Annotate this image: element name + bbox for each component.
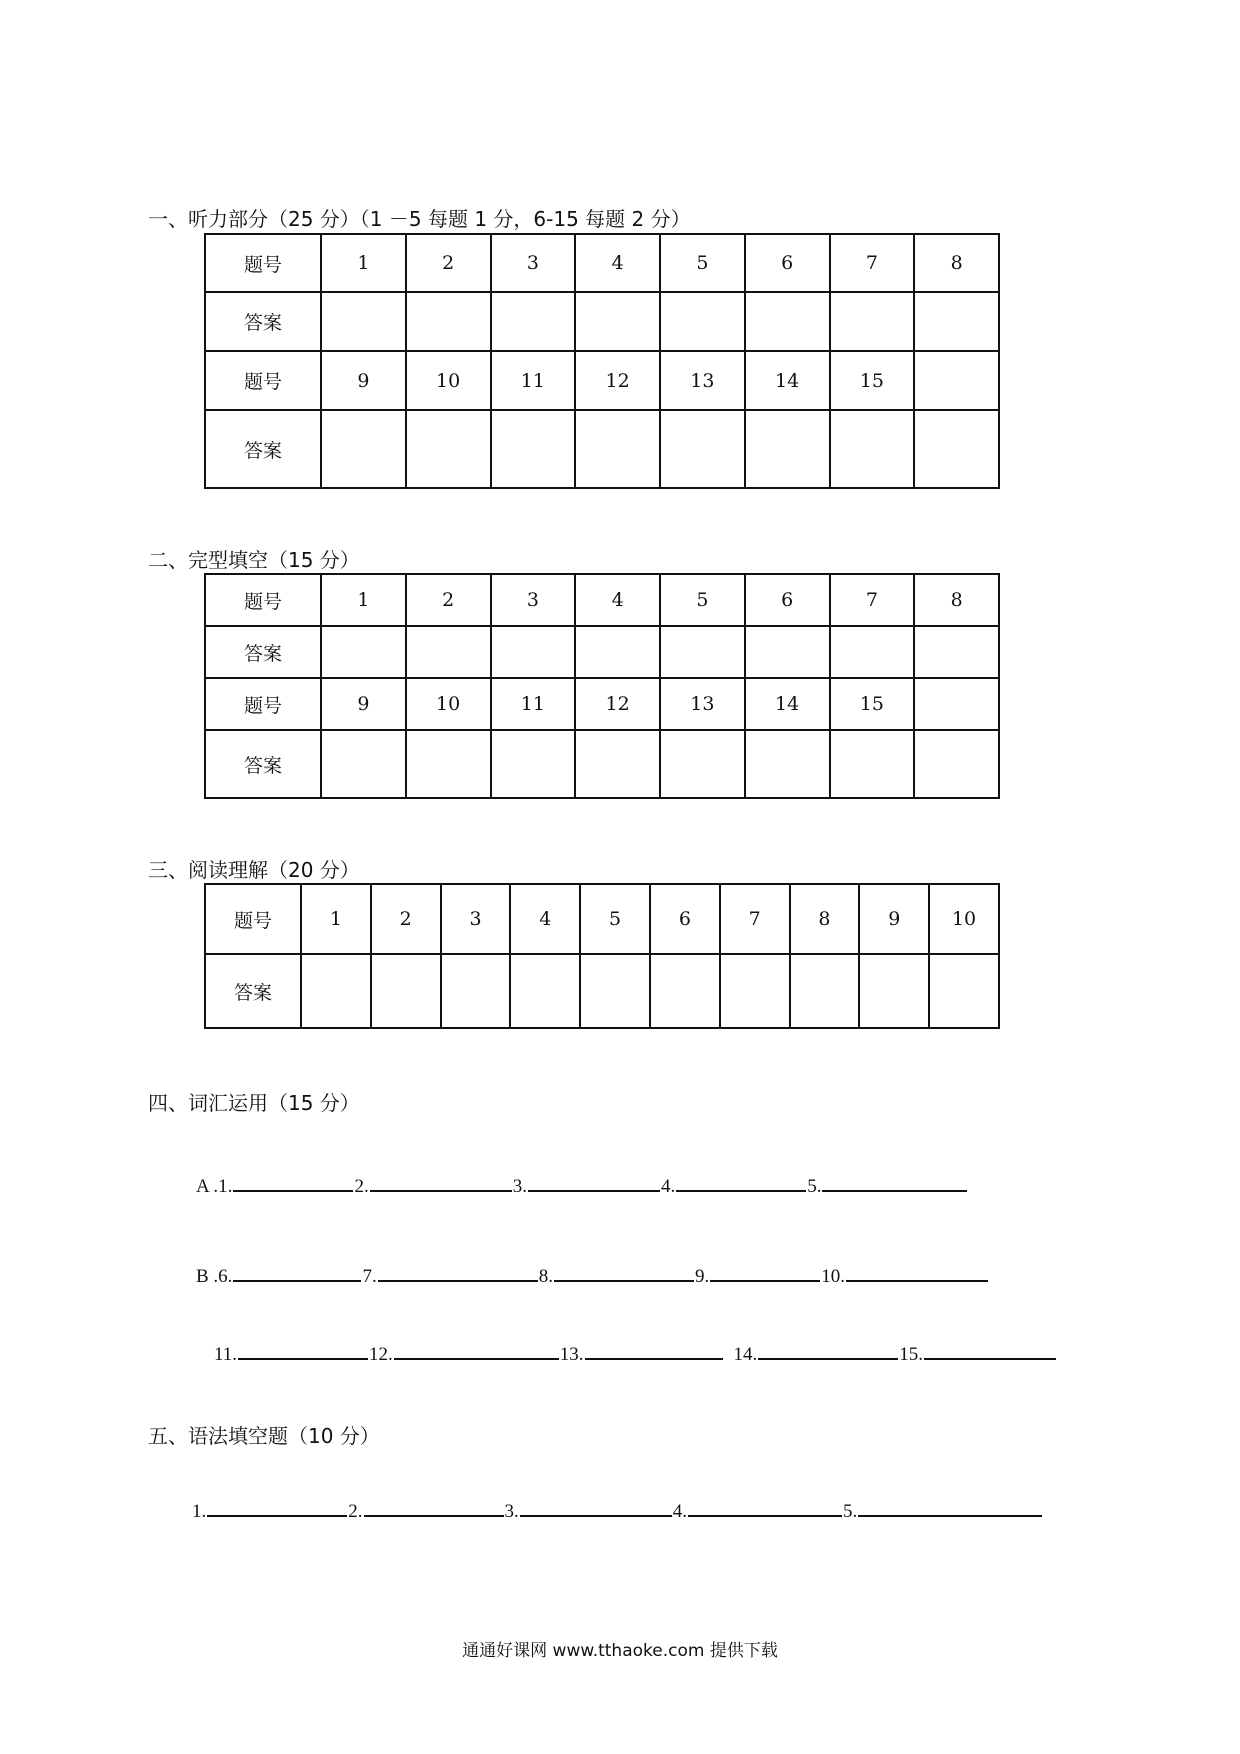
answer-cell[interactable] — [406, 292, 491, 351]
answer-row — [205, 292, 999, 351]
answer-label: 答案 — [205, 292, 321, 351]
section-heading-listening: 一、听力部分（25 分）（1 －5 每题 1 分，6-15 每题 2 分） — [148, 207, 691, 231]
answer-cell[interactable] — [575, 730, 660, 798]
answer-cell[interactable] — [406, 410, 491, 488]
question-number: 6 — [745, 234, 830, 292]
answer-cell[interactable] — [321, 626, 406, 678]
answer-row — [205, 626, 999, 678]
answer-label: 答案 — [205, 730, 321, 798]
answer-blank[interactable] — [924, 1340, 1056, 1360]
vocabulary-line-c — [214, 1340, 1057, 1366]
answer-cell[interactable] — [371, 954, 441, 1028]
answer-cell[interactable] — [720, 954, 790, 1028]
question-number: 7 — [830, 234, 915, 292]
question-number: 14 — [745, 678, 830, 730]
answer-cell[interactable] — [580, 954, 650, 1028]
question-number: 2 — [406, 574, 491, 626]
answer-blank[interactable] — [858, 1497, 1042, 1517]
question-number: 8 — [914, 234, 999, 292]
question-number: 5 — [660, 234, 745, 292]
question-number: 6 — [650, 884, 720, 954]
answer-cell[interactable] — [575, 292, 660, 351]
answer-cell[interactable] — [830, 730, 915, 798]
answer-cell[interactable] — [745, 730, 830, 798]
question-number: 3 — [491, 574, 576, 626]
answer-cell[interactable] — [660, 730, 745, 798]
answer-blank[interactable] — [394, 1340, 559, 1360]
answer-blank[interactable] — [370, 1172, 512, 1192]
question-number: 4 — [510, 884, 580, 954]
answer-cell[interactable] — [491, 730, 576, 798]
section-heading-grammar: 五、语法填空题（10 分） — [148, 1424, 380, 1448]
blank-number: 10. — [821, 1266, 845, 1287]
question-number-row — [205, 678, 999, 730]
answer-label: 答案 — [205, 410, 321, 488]
blank-number: 14. — [733, 1344, 758, 1365]
question-number: 14 — [745, 351, 830, 410]
answer-cell[interactable] — [441, 954, 511, 1028]
answer-cell[interactable] — [914, 292, 999, 351]
question-number: 11 — [491, 678, 576, 730]
question-number: 8 — [914, 574, 999, 626]
question-number: 5 — [660, 574, 745, 626]
question-number: 10 — [406, 351, 491, 410]
blank-number: 4. — [660, 1176, 676, 1197]
answer-cell[interactable] — [660, 410, 745, 488]
reading-answer-table — [204, 883, 1000, 1029]
answer-cell[interactable] — [575, 626, 660, 678]
blank-number: 15. — [899, 1344, 924, 1365]
answer-blank[interactable] — [758, 1340, 898, 1360]
question-number: 6 — [745, 574, 830, 626]
answer-cell[interactable] — [575, 410, 660, 488]
answer-cell[interactable] — [510, 954, 580, 1028]
section-heading-vocabulary: 四、词汇运用（15 分） — [148, 1091, 360, 1115]
page-footer: 通通好课网 www.tthaoke.com 提供下载 — [462, 1641, 778, 1661]
question-number: 2 — [371, 884, 441, 954]
answer-cell[interactable] — [321, 730, 406, 798]
answer-blank[interactable] — [233, 1262, 361, 1282]
question-number: 15 — [830, 351, 915, 410]
answer-row — [205, 730, 999, 798]
vocabulary-line-b — [196, 1262, 989, 1288]
blank-number: 9. — [694, 1266, 710, 1287]
answer-cell[interactable] — [914, 410, 999, 488]
answer-cell[interactable] — [745, 410, 830, 488]
question-number: 8 — [790, 884, 860, 954]
answer-row — [205, 410, 999, 488]
question-number-row — [205, 234, 999, 292]
blank-number: 3. — [512, 1176, 527, 1197]
question-number: 2 — [406, 234, 491, 292]
vocabulary-line-a — [196, 1172, 968, 1198]
question-number-row — [205, 884, 999, 954]
answer-cell[interactable] — [790, 954, 860, 1028]
cloze-answer-table — [204, 573, 1000, 799]
blank-number: 7. — [362, 1266, 377, 1287]
answer-blank[interactable] — [207, 1497, 347, 1517]
answer-cell[interactable] — [745, 292, 830, 351]
answer-blank[interactable] — [233, 1172, 353, 1192]
grammar-line — [192, 1497, 1043, 1523]
answer-cell[interactable] — [914, 730, 999, 798]
blank-number: 8. — [538, 1266, 553, 1287]
question-number: 15 — [830, 678, 915, 730]
answer-cell[interactable] — [830, 626, 915, 678]
question-label: 题号 — [205, 574, 321, 626]
answer-cell[interactable] — [914, 626, 999, 678]
answer-blank[interactable] — [585, 1340, 723, 1360]
question-number: 7 — [830, 574, 915, 626]
section-heading-cloze: 二、完型填空（15 分） — [148, 548, 360, 572]
question-number: 4 — [575, 234, 660, 292]
answer-blank[interactable] — [688, 1497, 842, 1517]
answer-cell[interactable] — [406, 730, 491, 798]
blank-number: 2. — [348, 1501, 363, 1522]
answer-label: 答案 — [205, 954, 301, 1028]
blank-number: 2. — [354, 1176, 369, 1197]
question-number: 13 — [660, 351, 745, 410]
answer-blank[interactable] — [238, 1340, 368, 1360]
answer-cell[interactable] — [830, 410, 915, 488]
question-number-row — [205, 574, 999, 626]
question-number: 3 — [491, 234, 576, 292]
question-label: 题号 — [205, 884, 301, 954]
answer-blank[interactable] — [378, 1262, 538, 1282]
question-number: 9 — [321, 678, 406, 730]
answer-cell[interactable] — [491, 410, 576, 488]
blank-number: 4. — [672, 1501, 687, 1522]
answer-blank[interactable] — [710, 1262, 820, 1282]
section-heading-reading: 三、阅读理解（20 分） — [148, 858, 360, 882]
answer-cell[interactable] — [321, 292, 406, 351]
answer-blank[interactable] — [554, 1262, 694, 1282]
answer-cell[interactable] — [301, 954, 371, 1028]
question-number — [914, 678, 999, 730]
blank-number: 5. — [843, 1501, 858, 1522]
answer-cell[interactable] — [406, 626, 491, 678]
answer-row — [205, 954, 999, 1028]
question-number: 4 — [575, 574, 660, 626]
question-number: 1 — [301, 884, 371, 954]
answer-cell[interactable] — [660, 292, 745, 351]
question-number: 12 — [575, 678, 660, 730]
answer-cell[interactable] — [929, 954, 999, 1028]
blank-number: 5. — [807, 1176, 822, 1197]
blank-number: 1. — [192, 1501, 207, 1522]
answer-blank[interactable] — [676, 1172, 806, 1192]
answer-cell[interactable] — [491, 626, 576, 678]
question-label: 题号 — [205, 678, 321, 730]
question-number: 5 — [580, 884, 650, 954]
blank-number: 3. — [504, 1501, 519, 1522]
question-number: 10 — [929, 884, 999, 954]
question-number: 10 — [406, 678, 491, 730]
question-label: 题号 — [205, 234, 321, 292]
answer-cell[interactable] — [650, 954, 720, 1028]
answer-cell[interactable] — [830, 292, 915, 351]
answer-label: 答案 — [205, 626, 321, 678]
answer-blank[interactable] — [846, 1262, 988, 1282]
question-number-row — [205, 351, 999, 410]
blank-number: A .1. — [196, 1176, 233, 1197]
answer-cell[interactable] — [491, 292, 576, 351]
listening-answer-table — [204, 233, 1000, 489]
answer-cell[interactable] — [321, 410, 406, 488]
answer-blank[interactable] — [528, 1172, 660, 1192]
question-number: 9 — [859, 884, 929, 954]
answer-cell[interactable] — [745, 626, 830, 678]
question-number: 9 — [321, 351, 406, 410]
answer-blank[interactable] — [822, 1172, 967, 1192]
question-number: 7 — [720, 884, 790, 954]
question-number: 12 — [575, 351, 660, 410]
question-label: 题号 — [205, 351, 321, 410]
blank-number: B .6. — [196, 1266, 233, 1287]
answer-cell[interactable] — [859, 954, 929, 1028]
answer-blank[interactable] — [520, 1497, 672, 1517]
question-number: 11 — [491, 351, 576, 410]
question-number: 3 — [441, 884, 511, 954]
question-number: 1 — [321, 574, 406, 626]
question-number — [914, 351, 999, 410]
answer-blank[interactable] — [364, 1497, 504, 1517]
question-number: 13 — [660, 678, 745, 730]
blank-number: 11. — [214, 1344, 238, 1365]
blank-number: 13. — [559, 1344, 584, 1365]
question-number: 1 — [321, 234, 406, 292]
answer-cell[interactable] — [660, 626, 745, 678]
blank-number: 12. — [369, 1344, 393, 1365]
